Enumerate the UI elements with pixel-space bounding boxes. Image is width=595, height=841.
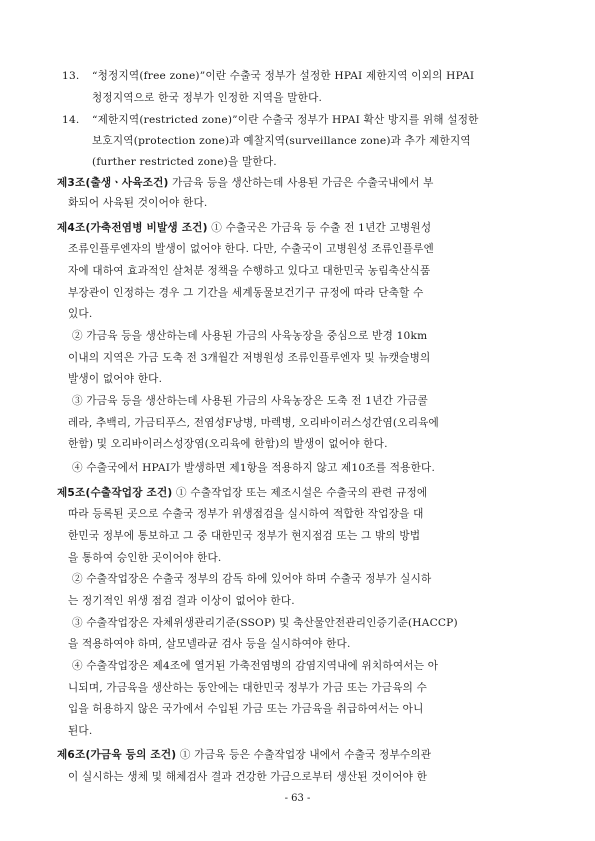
article-text: ① 수출작업장 또는 제조시설은 수출국의 관련 규정에 bbox=[176, 487, 428, 499]
article-6-first-line bbox=[57, 748, 431, 762]
paragraph-line: ④ 수출국에서 HPAI가 발생하면 제1항을 적용하지 않고 제10조를 적용한다. bbox=[72, 462, 436, 474]
article-text: 을 통하여 승인한 곳이어야 한다. bbox=[68, 552, 222, 564]
article-text: 부장관이 인정하는 경우 그 기간을 세계동물보건기구 규정에 따라 단축할 수 bbox=[68, 287, 424, 299]
article-text: 따라 등록된 곳으로 수출국 정부가 위생점검을 실시하여 적합한 작업장을 대 bbox=[68, 508, 424, 520]
article-text: 발생이 없어야 한다. bbox=[68, 373, 163, 385]
definition-line: 보호지역(protection zone)과 예찰지역(surveillance zone)과 추가 제한지역 bbox=[92, 135, 471, 147]
item-number: 14. bbox=[62, 114, 80, 126]
article-text: 조류인플루엔자의 발생이 없어야 한다. 다만, 수출국이 고병원성 조류인플루엔 bbox=[68, 243, 434, 255]
article-text: 이내의 지역은 가금 도축 전 3개월간 저병원성 조류인플루엔자 및 뉴캣슬병의 bbox=[68, 352, 431, 364]
definition-line: 청정지역으로 한국 정부가 인정한 지역을 말한다. bbox=[92, 92, 323, 104]
article-title: 제3조(출생ㆍ사육조건) bbox=[57, 177, 169, 189]
article-title: 제4조(가축전염병 비발생 조건) bbox=[57, 222, 208, 234]
definition-line: (further restricted zone)을 말한다. bbox=[92, 156, 277, 168]
article-text: 화되어 사육된 것이어야 한다. bbox=[68, 197, 208, 209]
article-title: 제6조(가금육 등의 조건) bbox=[57, 749, 177, 761]
article-5-first-line bbox=[57, 486, 427, 500]
article-text: 있다. bbox=[68, 308, 93, 320]
article-text: 한함) 및 오리바이러스성장염(오리육에 한함)의 발생이 없어야 한다. bbox=[68, 438, 388, 450]
paragraph-line: ③ 가금육 등을 생산하는데 사용된 가금의 사육농장은 도축 전 1년간 가금콜 bbox=[72, 395, 428, 407]
article-title: 제5조(수출작업장 조건) bbox=[57, 487, 173, 499]
article-text: 입을 허용하지 않은 국가에서 수입된 가금 또는 가금육을 취급하여서는 아니 bbox=[68, 703, 424, 715]
definition-line: “청정지역(free zone)”이란 수출국 정부가 설정한 HPAI 제한지역 이외의 HPAI bbox=[92, 70, 475, 82]
article-text: 가금육 등을 생산하는데 사용된 가금은 수출국내에서 부 bbox=[172, 177, 434, 189]
article-text: ① 수출국은 가금육 등 수출 전 1년간 고병원성 bbox=[211, 222, 432, 234]
paragraph-line: ④ 수출작업장은 제4조에 열거된 가축전염병의 감염지역내에 위치하여서는 아 bbox=[72, 660, 439, 672]
article-text: 니되며, 가금육을 생산하는 동안에는 대한민국 정부가 가금 또는 가금육의 수 bbox=[68, 682, 428, 694]
paragraph-line: ② 가금육 등을 생산하는데 사용된 가금의 사육농장을 중심으로 반경 10km bbox=[72, 330, 428, 342]
article-3-first-line bbox=[57, 176, 434, 190]
paragraph-line: ③ 수출작업장은 자체위생관리기준(SSOP) 및 축산물안전관리인증기준(HACCP) bbox=[72, 617, 458, 629]
definition-line: “제한지역(restricted zone)”이란 수출국 정부가 HPAI 확산 방지를 위해 설정한 bbox=[92, 114, 479, 126]
paragraph-line: ② 수출작업장은 수출국 정부의 감독 하에 있어야 하며 수출국 정부가 실시하 bbox=[72, 573, 432, 585]
item-number: 13. bbox=[62, 70, 80, 82]
article-text: 을 적용하여야 하며, 살모넬라균 검사 등을 실시하여야 한다. bbox=[68, 638, 351, 650]
article-text: 된다. bbox=[68, 725, 93, 737]
article-text: 는 정기적인 위생 점검 결과 이상이 없어야 한다. bbox=[68, 595, 295, 607]
article-text: ① 가금육 등은 수출작업장 내에서 수출국 정부수의관 bbox=[179, 749, 432, 761]
article-4-first-line bbox=[57, 221, 431, 235]
article-text: 한민국 정부에 통보하고 그 중 대한민국 정부가 현지점검 또는 그 밖의 방법 bbox=[68, 530, 421, 542]
article-text: 자에 대하여 효과적인 살처분 정책을 수행하고 있다고 대한민국 농림축산식품 bbox=[68, 265, 431, 277]
article-text: 이 실시하는 생체 및 해체검사 결과 건강한 가금으로부터 생산된 것이어야 한 bbox=[68, 771, 428, 783]
article-text: 레라, 추백리, 가금티푸스, 전염성F낭병, 마렉병, 오리바이러스성간염(오리육에 bbox=[68, 417, 439, 429]
page-number: - 63 - bbox=[284, 793, 311, 804]
